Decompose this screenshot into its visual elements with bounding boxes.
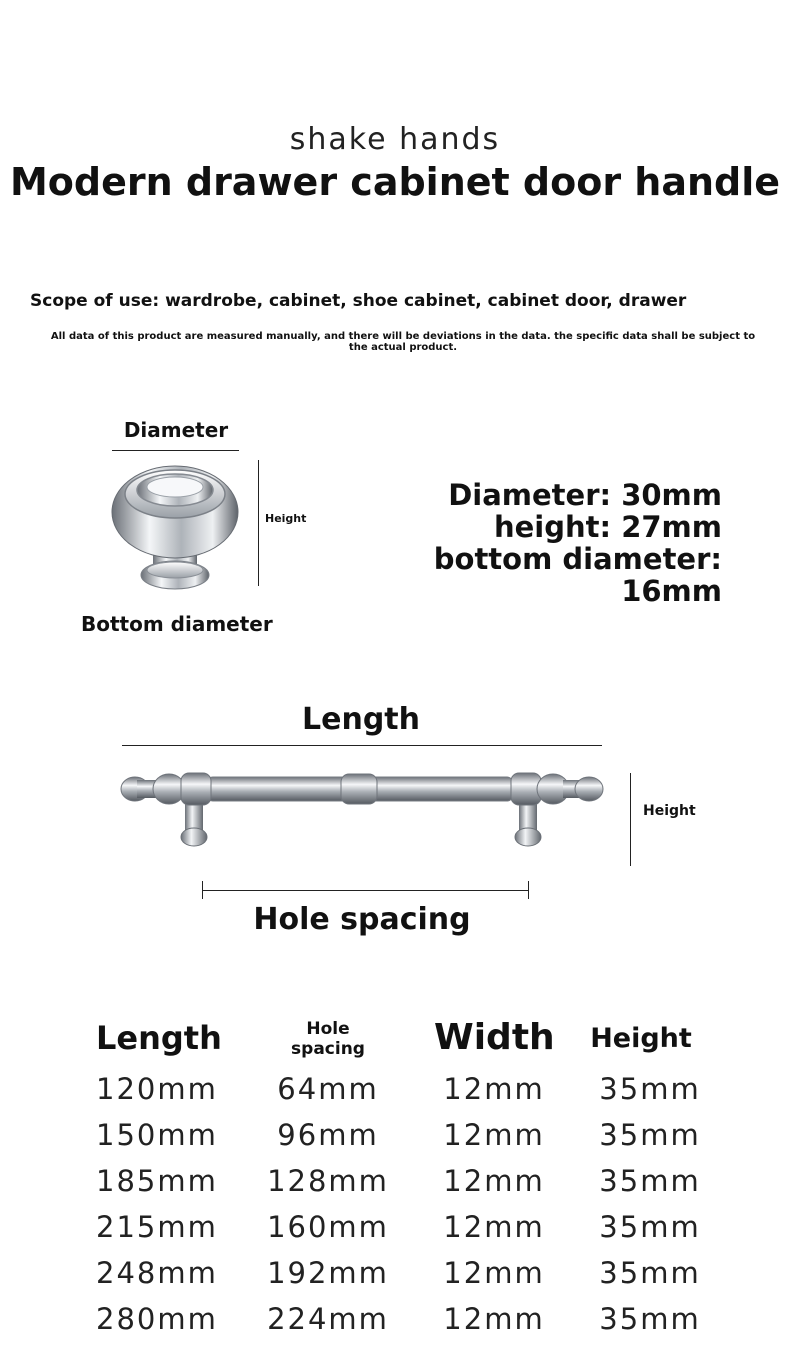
hole-spacing-dimension-line bbox=[202, 890, 529, 891]
knob-height-dimension-line bbox=[258, 460, 259, 586]
hole-spacing-tick-left bbox=[202, 881, 203, 899]
hole-spacing-label: Hole spacing bbox=[253, 902, 471, 937]
knob-spec-diameter: Diameter: 30mm bbox=[448, 478, 722, 512]
cell-hole-spacing: 96mm bbox=[277, 1118, 379, 1152]
handle-length-dimension-line bbox=[122, 745, 602, 746]
table-header-height: Height bbox=[590, 1023, 692, 1054]
cell-height: 35mm bbox=[599, 1210, 701, 1244]
cell-height: 35mm bbox=[599, 1164, 701, 1198]
knob-diameter-dimension-line bbox=[112, 450, 239, 451]
cell-hole-spacing: 160mm bbox=[267, 1210, 389, 1244]
knob-spec-bottom-line1: bottom diameter: bbox=[433, 542, 722, 576]
cell-length: 215mm bbox=[96, 1210, 218, 1244]
cell-height: 35mm bbox=[599, 1072, 701, 1106]
knob-specs bbox=[420, 479, 722, 607]
cell-hole-spacing: 192mm bbox=[267, 1256, 389, 1290]
cell-width: 12mm bbox=[443, 1302, 545, 1336]
table-row bbox=[0, 1296, 790, 1342]
knob-bottom-diameter-label: Bottom diameter bbox=[81, 612, 273, 636]
cell-length: 185mm bbox=[96, 1164, 218, 1198]
scope-of-use: Scope of use: wardrobe, cabinet, shoe cabinet, cabinet door, drawer bbox=[30, 291, 687, 311]
knob-height-label: Height bbox=[265, 512, 307, 525]
table-row bbox=[0, 1250, 790, 1296]
cell-height: 35mm bbox=[599, 1302, 701, 1336]
table-header-hole-line1: Hole bbox=[306, 1019, 350, 1039]
cell-hole-spacing: 64mm bbox=[277, 1072, 379, 1106]
cell-hole-spacing: 224mm bbox=[267, 1302, 389, 1336]
hole-spacing-tick-right bbox=[528, 881, 529, 899]
cell-length: 150mm bbox=[96, 1118, 218, 1152]
product-title: Modern drawer cabinet door handle bbox=[9, 160, 781, 204]
knob-image bbox=[105, 460, 245, 610]
cell-hole-spacing: 128mm bbox=[267, 1164, 389, 1198]
handle-image bbox=[115, 765, 615, 860]
product-subtitle: shake hands bbox=[289, 122, 501, 157]
cell-height: 35mm bbox=[599, 1118, 701, 1152]
table-header-length: Length bbox=[96, 1019, 222, 1057]
table-row bbox=[0, 1112, 790, 1158]
cell-width: 12mm bbox=[443, 1256, 545, 1290]
cell-width: 12mm bbox=[443, 1210, 545, 1244]
cell-width: 12mm bbox=[443, 1072, 545, 1106]
cell-width: 12mm bbox=[443, 1118, 545, 1152]
handle-height-dimension-line bbox=[630, 773, 631, 866]
handle-height-label: Height bbox=[643, 803, 696, 819]
knob-diameter-label: Diameter bbox=[123, 418, 229, 442]
knob-spec-height: height: 27mm bbox=[493, 510, 722, 544]
measurement-disclaimer: All data of this product are measured manually, and there will be deviations in the data. the specific data shall be subject to the actual product. bbox=[50, 331, 756, 353]
table-row bbox=[0, 1066, 790, 1112]
cell-length: 120mm bbox=[96, 1072, 218, 1106]
cell-length: 248mm bbox=[96, 1256, 218, 1290]
cell-height: 35mm bbox=[599, 1256, 701, 1290]
table-header-hole-spacing bbox=[270, 1019, 386, 1059]
knob-spec-bottom-line2: 16mm bbox=[621, 574, 722, 608]
cell-length: 280mm bbox=[96, 1302, 218, 1336]
table-header-width: Width bbox=[434, 1017, 555, 1058]
table-row bbox=[0, 1158, 790, 1204]
table-header-hole-line2: spacing bbox=[291, 1039, 365, 1059]
cell-width: 12mm bbox=[443, 1164, 545, 1198]
handle-length-label: Length bbox=[302, 702, 420, 737]
table-row bbox=[0, 1204, 790, 1250]
size-table bbox=[0, 1066, 790, 1342]
